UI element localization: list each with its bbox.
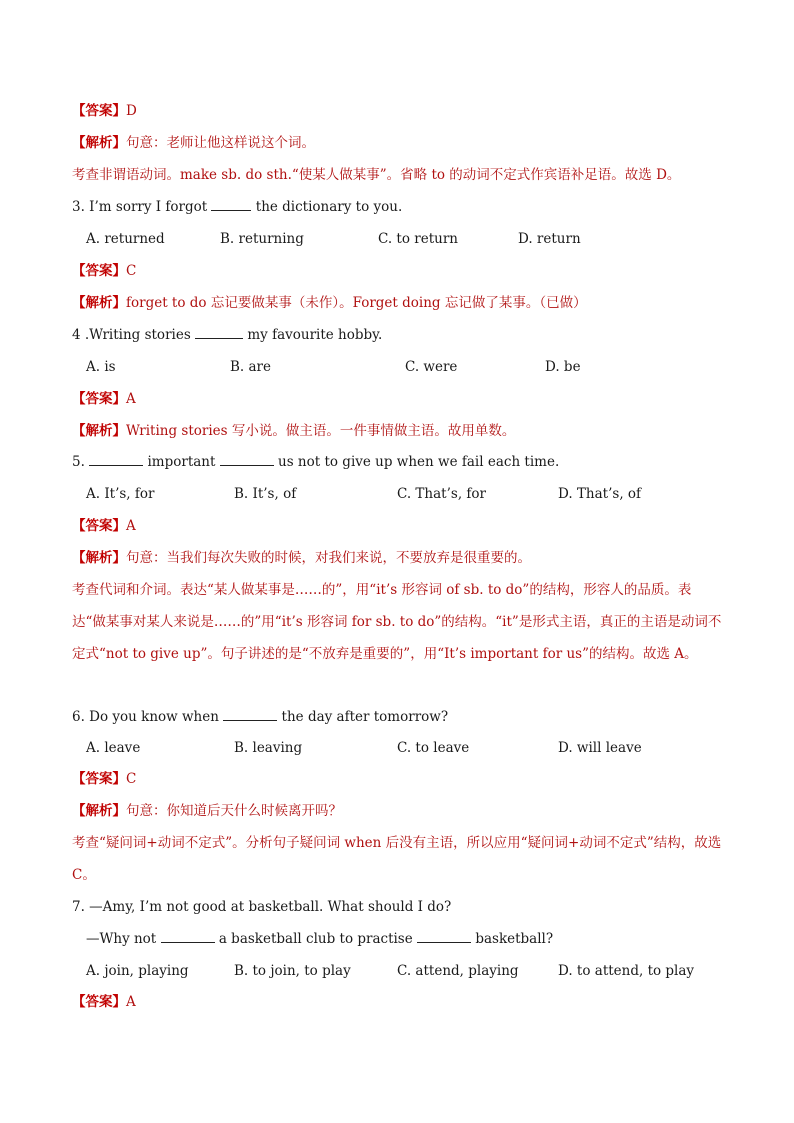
option-a: A. It’s, for [86,486,155,502]
option-c: C. to return [378,231,458,247]
option-a: A. join, playing [86,963,189,979]
answer-line: 【答案】D [72,103,137,119]
answer-value: A [126,391,136,407]
analysis-line: 【解析】句意：老师让他这样说这个词。 [72,135,315,151]
question-7-reply: —Why not a basketball club to practise basketball? [86,931,554,947]
option-b: B. returning [220,231,304,247]
option-d: D. be [545,359,581,375]
analysis-label: 解析 [85,423,113,439]
answer-value: C [126,771,137,787]
answer-label: 答案 [85,771,113,787]
option-c: C. attend, playing [397,963,519,979]
blank [220,453,274,466]
analysis-text: 句意：当我们每次失败的时候，对我们来说，不要放弃是很重要的。 [126,550,531,566]
question-6: 6. Do you know when the day after tomorrow? [72,709,449,725]
analysis-text: 句意：你知道后天什么时候离开吗？ [126,803,342,819]
option-c: C. were [405,359,458,375]
blank [161,930,215,943]
analysis-label: 解析 [85,135,113,151]
analysis-line: 【解析】句意：你知道后天什么时候离开吗？ [72,803,342,819]
analysis-line: 【解析】句意：当我们每次失败的时候，对我们来说，不要放弃是很重要的。 [72,550,531,566]
answer-line: 【答案】A [72,391,136,407]
blank [89,453,143,466]
answer-label: 答案 [85,391,113,407]
answer-line: 【答案】C [72,771,137,787]
option-a: A. returned [86,231,165,247]
option-d: D. to attend, to play [558,963,695,979]
option-b: B. to join, to play [234,963,351,979]
analysis-text: forget to do 忘记要做某事（未作）。Forget doing 忘记做了某事。（已做） [126,295,587,311]
option-d: D. That’s, of [558,486,642,502]
answer-value: A [126,994,136,1010]
answer-line: 【答案】C [72,263,137,279]
question-4: 4 .Writing stories my favourite hobby. [72,327,383,343]
question-3: 3. I’m sorry I forgot the dictionary to you. [72,199,403,215]
analysis-line: 【解析】forget to do 忘记要做某事（未作）。Forget doing 忘记做了某事。（已做） [72,295,587,311]
analysis-text: 句意：老师让他这样说这个词。 [126,135,315,151]
blank [211,198,251,211]
analysis-label: 解析 [85,295,113,311]
answer-value: D [126,103,137,119]
analysis-text: Writing stories 写小说。做主语。一件事情做主语。故用单数。 [126,423,516,439]
blank [195,326,243,339]
option-a: A. leave [86,740,141,756]
analysis-extra: 考查“疑问词+动词不定式”。分析句子疑问词 when 后没有主语，所以应用“疑问词+动词不定式”结构，故选 C。 [72,835,722,883]
answer-label: 答案 [85,994,113,1010]
analysis-extra: 考查非谓语动词。make sb. do sth.“使某人做某事”。省略 to 的动词不定式作宾语补足语。故选 D。 [72,167,681,183]
answer-label: 答案 [85,103,113,119]
option-b: B. are [230,359,271,375]
analysis-extra: 考查代词和介词。表达“某人做某事是……的”，用“it’s 形容词 of sb. to do”的结构，形容人的品质。表达“做某事对某人来说是……的”用“it’s 形容词 for sb. to do”的结构。“it”是形式主语，真正的主语是动词不定式“not to give up”。句子讲述的是“不放弃是重要的”，用“It’s important for us”的结构。故选 A。 [72,582,722,662]
answer-line: 【答案】A [72,994,136,1010]
answer-line: 【答案】A [72,518,136,534]
analysis-label: 解析 [85,550,113,566]
option-a: A. is [86,359,116,375]
option-d: D. return [518,231,581,247]
blank [223,708,277,721]
analysis-line: 【解析】Writing stories 写小说。做主语。一件事情做主语。故用单数。 [72,423,516,439]
question-7: 7. —Amy, I’m not good at basketball. What should I do? [72,899,452,915]
option-b: B. leaving [234,740,303,756]
option-b: B. It’s, of [234,486,297,502]
blank [417,930,471,943]
answer-value: A [126,518,136,534]
option-c: C. That’s, for [397,486,486,502]
answer-value: C [126,263,137,279]
option-d: D. will leave [558,740,642,756]
answer-label: 答案 [85,518,113,534]
analysis-label: 解析 [85,803,113,819]
question-5: 5. important us not to give up when we fail each time. [72,454,560,470]
answer-label: 答案 [85,263,113,279]
option-c: C. to leave [397,740,470,756]
